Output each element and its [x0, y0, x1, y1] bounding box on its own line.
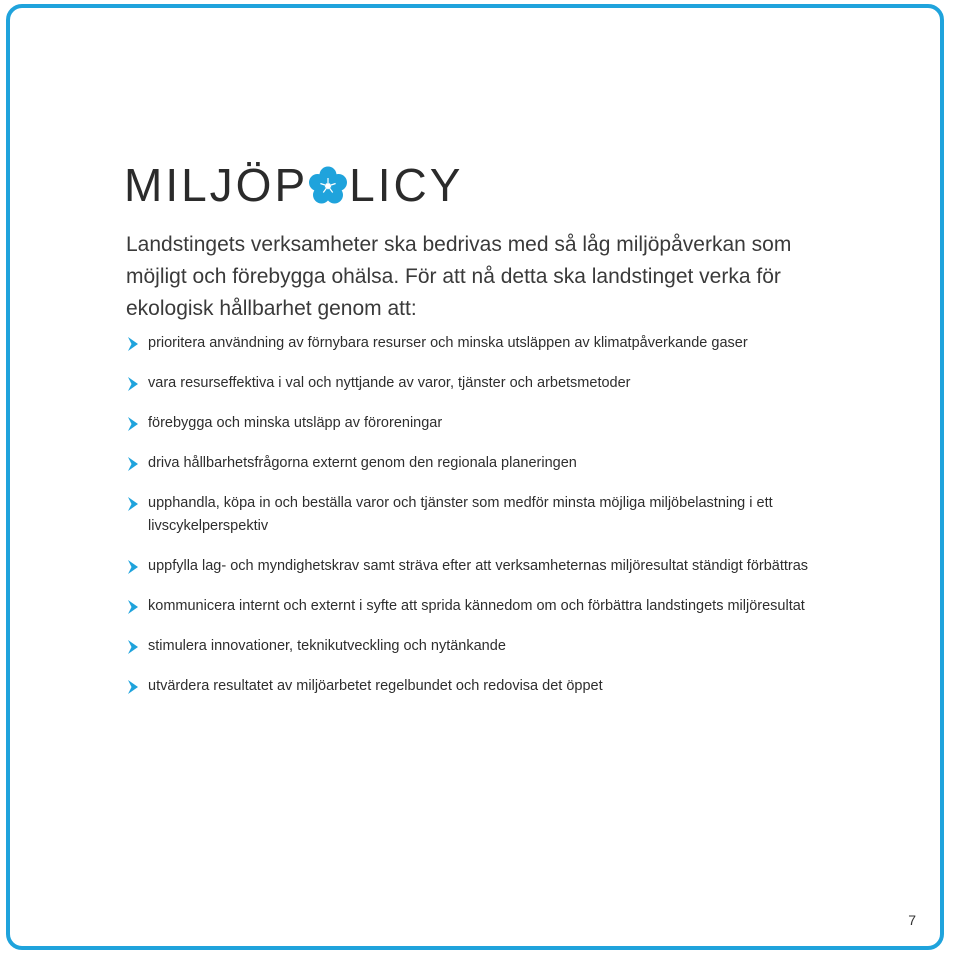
list-item	[126, 555, 886, 578]
list-item-text: prioritera användning av förnybara resurser och minska utsläppen av klimatpåverkande gaser	[148, 335, 748, 351]
list-item-text: förebygga och minska utsläpp av föroreningar	[148, 415, 443, 431]
list-item	[126, 452, 886, 475]
flower-icon	[308, 166, 348, 206]
list-item-text: stimulera innovationer, teknikutveckling och nytänkande	[148, 638, 506, 654]
list-item	[126, 635, 886, 658]
page-title	[124, 159, 463, 211]
chevron-right-icon	[126, 416, 140, 432]
title-part-after: LICY	[349, 158, 464, 211]
list-item	[126, 675, 886, 698]
list-item-text: kommunicera internt och externt i syfte att sprida kännedom om och förbättra landstingets miljöresultat	[148, 598, 805, 614]
chevron-right-icon	[126, 679, 140, 695]
page-number: 7	[908, 912, 916, 928]
list-item	[126, 332, 886, 355]
list-item	[126, 412, 886, 435]
list-item	[126, 492, 886, 538]
chevron-right-icon	[126, 639, 140, 655]
policy-list	[126, 332, 886, 715]
chevron-right-icon	[126, 456, 140, 472]
intro-text: Landstingets verksamheter ska bedrivas med så låg miljöpåverkan som möjligt och förebygga ohälsa. För att nå detta ska landstinget verka för ekologisk hållbarhet genom att:	[126, 233, 792, 320]
list-item-text: uppfylla lag- och myndighetskrav samt sträva efter att verksamheternas miljöresultat ständigt förbättras	[148, 558, 809, 574]
chevron-right-icon	[126, 336, 140, 352]
chevron-right-icon	[126, 496, 140, 512]
list-item	[126, 372, 886, 395]
list-item-text: vara resurseffektiva i val och nyttjande av varor, tjänster och arbetsmetoder	[148, 375, 631, 391]
chevron-right-icon	[126, 559, 140, 575]
list-item-text: driva hållbarhetsfrågorna externt genom den regionala planeringen	[148, 455, 577, 471]
list-item-text: utvärdera resultatet av miljöarbetet regelbundet och redovisa det öppet	[148, 678, 603, 694]
list-item-text: upphandla, köpa in och beställa varor och tjänster som medför minsta möjliga miljöbelastning i ett livscykelperspektiv	[148, 495, 773, 534]
chevron-right-icon	[126, 599, 140, 615]
title-part-before: MILJÖP	[124, 158, 309, 211]
chevron-right-icon	[126, 376, 140, 392]
list-item	[126, 595, 886, 618]
